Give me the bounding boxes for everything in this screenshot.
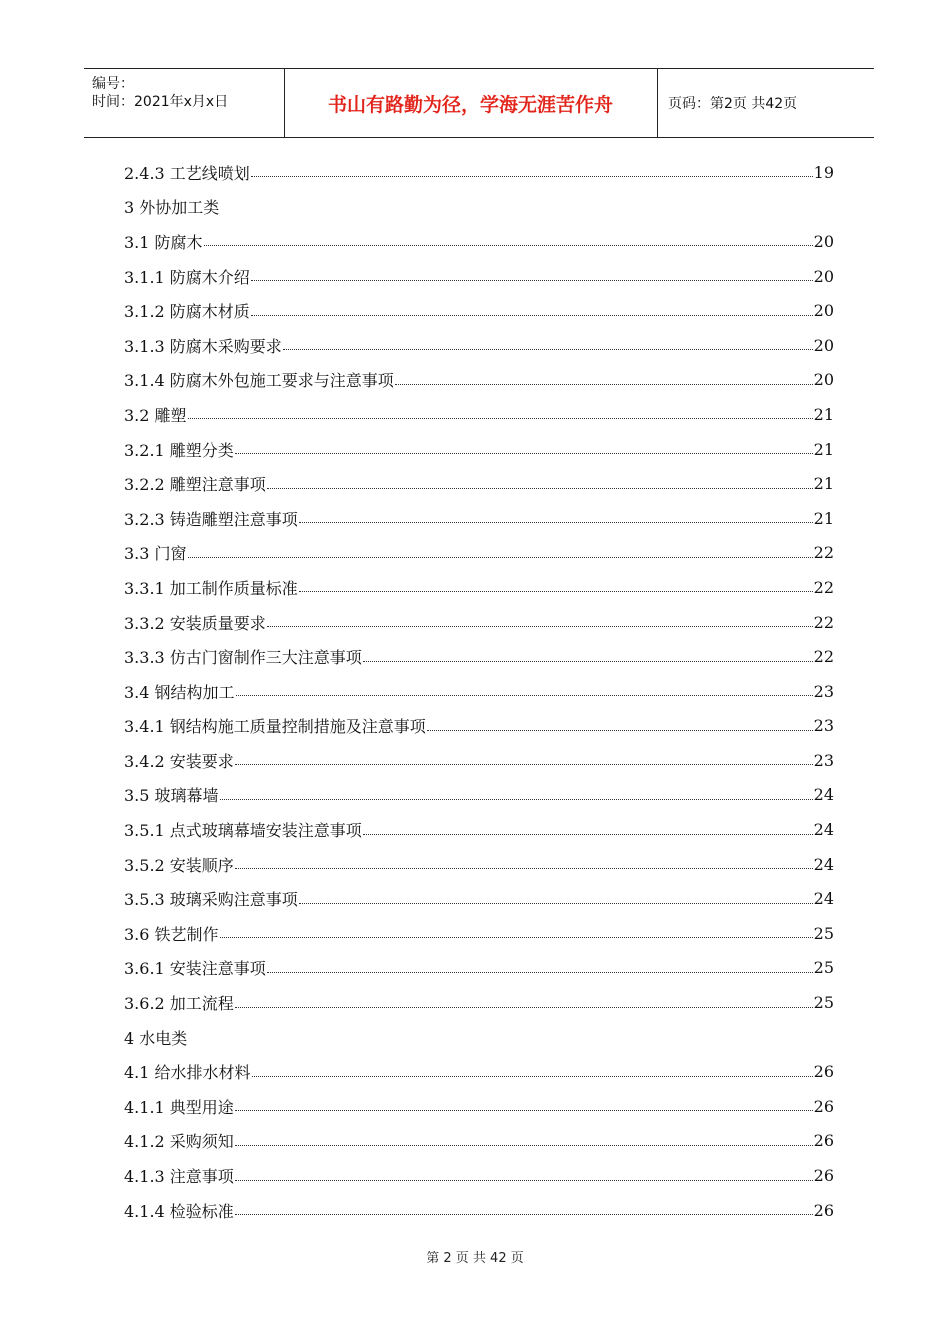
toc-entry-page: 22 (813, 647, 834, 667)
toc-entry[interactable] (124, 847, 834, 882)
toc-entry-title: 4.1.1 典型用途 (124, 1097, 234, 1117)
toc-entry[interactable] (124, 224, 834, 259)
toc-entry-title: 3.1.2 防腐木材质 (124, 302, 250, 322)
toc-entry-title: 3.2.2 雕塑注意事项 (124, 475, 266, 495)
toc-entry[interactable] (124, 259, 834, 294)
toc-leader-dots (251, 175, 813, 177)
header-page-info: 页码：第2页 共42页 (668, 96, 798, 112)
toc-entry[interactable] (124, 605, 834, 640)
toc-entry-page: 21 (813, 474, 834, 494)
toc-entry[interactable] (124, 155, 834, 190)
toc-leader-dots (235, 452, 813, 454)
toc-entry[interactable] (124, 570, 834, 605)
toc-entry-page: 26 (813, 1062, 834, 1082)
toc-leader-dots (235, 1109, 813, 1111)
toc-entry-page: 24 (813, 820, 834, 840)
toc-entry-title: 3.5.2 安装顺序 (124, 855, 234, 875)
toc-entry[interactable] (124, 536, 834, 571)
toc-entry[interactable] (124, 1193, 834, 1228)
toc-entry[interactable] (124, 985, 834, 1020)
toc-entry-title: 4.1.3 注意事项 (124, 1167, 234, 1187)
toc-entry-title: 3.5.3 玻璃采购注意事项 (124, 890, 298, 910)
toc-entry-title: 3.2 雕塑 (124, 405, 187, 425)
toc-entry-title: 3.4.1 钢结构施工质量控制措施及注意事项 (124, 717, 426, 737)
toc-leader-dots (235, 867, 813, 869)
toc-leader-dots (267, 971, 813, 973)
toc-entry-title: 4.1.2 采购须知 (124, 1132, 234, 1152)
toc-entry-page: 24 (813, 854, 834, 874)
toc-leader-dots (363, 660, 813, 662)
toc-leader-dots (220, 798, 813, 800)
toc-entry[interactable] (124, 1020, 834, 1055)
toc-entry-title: 3.3 门窗 (124, 544, 187, 564)
toc-entry-title: 3.2.3 铸造雕塑注意事项 (124, 509, 298, 529)
toc-entry-page: 20 (813, 370, 834, 390)
toc-entry-page: 25 (813, 958, 834, 978)
date-label: 时间：2021年x月x日 (92, 94, 229, 110)
toc-entry-page: 26 (813, 1096, 834, 1116)
toc-entry[interactable] (124, 293, 834, 328)
toc-entry-page: 26 (813, 1131, 834, 1151)
toc-entry[interactable] (124, 1054, 834, 1089)
toc-entry-page: 20 (813, 335, 834, 355)
toc-entry-page: 20 (813, 231, 834, 251)
number-label: 编号： (92, 76, 134, 92)
toc-entry[interactable] (124, 328, 834, 363)
toc-entry[interactable] (124, 501, 834, 536)
toc-entry[interactable] (124, 778, 834, 813)
toc-leader-dots (395, 383, 813, 385)
toc-leader-dots (283, 348, 813, 350)
toc-leader-dots (427, 729, 813, 731)
toc-leader-dots (235, 1179, 813, 1181)
toc-leader-dots (204, 244, 813, 246)
toc-entry-title: 3.1.4 防腐木外包施工要求与注意事项 (124, 371, 394, 391)
toc-entry-title: 3.3.3 仿古门窗制作三大注意事项 (124, 648, 362, 668)
toc-entry[interactable] (124, 190, 834, 225)
page-header (84, 68, 874, 138)
toc-entry[interactable] (124, 466, 834, 501)
toc-entry-title: 3.1.1 防腐木介绍 (124, 267, 250, 287)
toc-entry-title: 3.3.1 加工制作质量标准 (124, 578, 298, 598)
toc-entry-title: 3.4 钢结构加工 (124, 682, 235, 702)
toc-entry-page: 22 (813, 543, 834, 563)
toc-entry-page: 23 (813, 750, 834, 770)
toc-entry-title: 4.1 给水排水材料 (124, 1063, 251, 1083)
toc-entry-page: 26 (813, 1166, 834, 1186)
toc-leader-dots (220, 936, 813, 938)
toc-leader-dots (267, 625, 813, 627)
toc-entry-page: 23 (813, 716, 834, 736)
toc-entry[interactable] (124, 1124, 834, 1159)
header-motto: 书山有路勤为径，学海无涯苦作舟 (284, 69, 658, 137)
toc-leader-dots (251, 279, 813, 281)
toc-entry[interactable] (124, 916, 834, 951)
toc-entry-page: 24 (813, 785, 834, 805)
toc-entry-page: 19 (813, 162, 834, 182)
toc-entry[interactable] (124, 1158, 834, 1193)
toc-entry[interactable] (124, 639, 834, 674)
toc-entry[interactable] (124, 674, 834, 709)
toc-leader-dots (235, 1144, 813, 1146)
toc-entry-title: 3.6 铁艺制作 (124, 924, 219, 944)
toc-entry-page: 21 (813, 508, 834, 528)
toc-entry-title: 4.1.4 检验标准 (124, 1201, 234, 1221)
toc-entry-page: 24 (813, 889, 834, 909)
toc-entry[interactable] (124, 743, 834, 778)
table-of-contents (124, 155, 834, 1227)
toc-entry[interactable] (124, 363, 834, 398)
toc-entry-title: 3.4.2 安装要求 (124, 751, 234, 771)
toc-entry-page: 22 (813, 612, 834, 632)
toc-leader-dots (299, 521, 813, 523)
toc-entry-page: 21 (813, 404, 834, 424)
toc-entry[interactable] (124, 432, 834, 467)
toc-leader-dots (267, 487, 813, 489)
toc-entry-title: 2.4.3 工艺线喷划 (124, 163, 250, 183)
toc-leader-dots (235, 1213, 813, 1215)
toc-leader-dots (235, 1006, 813, 1008)
toc-entry-page: 22 (813, 577, 834, 597)
toc-entry[interactable] (124, 397, 834, 432)
toc-entry[interactable] (124, 881, 834, 916)
toc-leader-dots (236, 694, 813, 696)
toc-entry-page: 23 (813, 681, 834, 701)
toc-entry[interactable] (124, 709, 834, 744)
toc-leader-dots (252, 1075, 813, 1077)
toc-entry-page: 26 (813, 1200, 834, 1220)
toc-entry-page: 25 (813, 993, 834, 1013)
toc-entry[interactable] (124, 1089, 834, 1124)
toc-leader-dots (251, 314, 813, 316)
toc-leader-dots (188, 556, 813, 558)
toc-entry-page: 20 (813, 266, 834, 286)
toc-entry-title: 3.2.1 雕塑分类 (124, 440, 234, 460)
page-footer: 第 2 页 共 42 页 (426, 1251, 524, 1266)
toc-entry[interactable] (124, 951, 834, 986)
toc-leader-dots (363, 833, 813, 835)
toc-entry-title: 3.5.1 点式玻璃幕墙安装注意事项 (124, 821, 362, 841)
toc-entry-title: 3.1 防腐木 (124, 232, 203, 252)
toc-entry-page: 25 (813, 923, 834, 943)
toc-entry-title: 4 水电类 (124, 1028, 188, 1048)
toc-leader-dots (235, 763, 813, 765)
toc-entry-title: 3.6.1 安装注意事项 (124, 959, 266, 979)
toc-entry-title: 3 外协加工类 (124, 198, 220, 218)
toc-entry-title: 3.3.2 安装质量要求 (124, 613, 266, 633)
toc-entry-title: 3.6.2 加工流程 (124, 994, 234, 1014)
toc-entry-page: 21 (813, 439, 834, 459)
toc-entry-title: 3.5 玻璃幕墙 (124, 786, 219, 806)
toc-leader-dots (299, 590, 813, 592)
toc-entry[interactable] (124, 812, 834, 847)
toc-entry-title: 3.1.3 防腐木采购要求 (124, 336, 282, 356)
header-meta-cell (84, 69, 285, 137)
toc-leader-dots (188, 417, 813, 419)
toc-entry-page: 20 (813, 301, 834, 321)
toc-leader-dots (299, 902, 813, 904)
